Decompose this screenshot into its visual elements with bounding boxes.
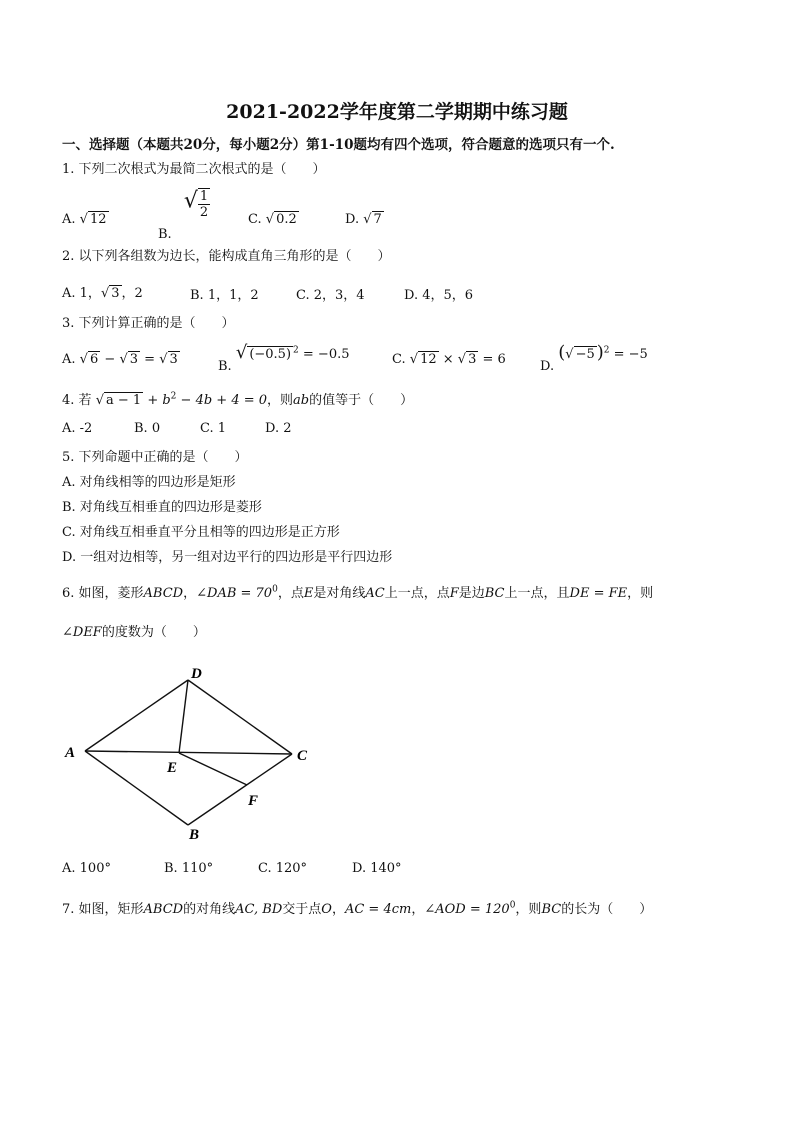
q6-math-5: F bbox=[449, 586, 459, 601]
diagonal-ac bbox=[85, 751, 292, 754]
q3-b-result: = −0.5 bbox=[302, 347, 350, 362]
q1-option-a-label: A. bbox=[62, 212, 76, 227]
q4-tail: 的值等于（ ） bbox=[309, 393, 414, 408]
vertex-label-a: A bbox=[65, 745, 76, 761]
q3-a-radicand-1: 6 bbox=[89, 352, 99, 367]
q3-option-b: B. √ (−0.5) $^2$ = −0.5 bbox=[218, 342, 350, 374]
q4-option-d: D. 2 bbox=[265, 421, 292, 436]
segment-ef bbox=[179, 753, 247, 785]
q2-option-d: D. 4，5，6 bbox=[404, 288, 474, 303]
q1-option-d bbox=[345, 212, 384, 227]
q4-equation-rest: − 4b + 4 = 0 bbox=[180, 393, 268, 408]
q4-option-c: C. 1 bbox=[200, 421, 227, 436]
segment-de bbox=[179, 680, 188, 753]
q4-option-b: B. 0 bbox=[134, 421, 161, 436]
rhombus-diagram bbox=[60, 662, 330, 847]
q3-d-exponent: 2 bbox=[603, 345, 610, 356]
q2-a-radicand: 3 bbox=[111, 286, 120, 301]
q3-option-a: A. √ 6 − √ 3 = √ 3 bbox=[62, 352, 178, 367]
q6-text-7: 上一点，且 bbox=[504, 586, 570, 601]
q7-text-2: 的对角线 bbox=[183, 902, 236, 917]
q1-d-radicand: 7 bbox=[373, 212, 382, 227]
q3-option-c: C. √ 12 × √ 3 = 6 bbox=[392, 352, 506, 367]
q3-d-label: D. bbox=[540, 359, 555, 374]
q7-math-2: AC, BD bbox=[235, 902, 283, 917]
q7-math-3: O bbox=[321, 902, 332, 917]
q6-text-6: 是边 bbox=[458, 586, 485, 601]
q6-option-b: B. 110° bbox=[164, 861, 214, 876]
q3-a-radicand-3: 3 bbox=[169, 352, 178, 367]
q3-a-radicand-2: 3 bbox=[129, 352, 139, 367]
q3-c-times: × bbox=[442, 352, 454, 367]
q6-stem-line-1 bbox=[62, 582, 653, 601]
q3-option-d: D. (√ −5 )$^2$ = −5 bbox=[540, 342, 648, 374]
q5-option-a: A. 对角线相等的四边形是矩形 bbox=[62, 475, 236, 490]
q6-text-9: 的度数为（ ） bbox=[101, 625, 206, 640]
q4-stem: 4. 若 √ $a - 1 + b^2 - 4b + 4 = 0$，则ab的值等于（ ） bbox=[62, 391, 414, 408]
section-heading: 一、选择题（本题共20分，每小题2分）第1-10题均有四个选项，符合题意的选项只有一个. bbox=[62, 137, 615, 153]
q1-option-b-label: B. bbox=[158, 226, 172, 242]
q7-degree-sup: 0 bbox=[509, 900, 516, 911]
q6-text-4: 是对角线 bbox=[313, 586, 366, 601]
q6-option-a: A. 100° bbox=[62, 861, 111, 876]
q4-exponent: 2 bbox=[170, 391, 177, 402]
q7-text-4: ， bbox=[331, 902, 345, 917]
q5-stem: 5. 下列命题中正确的是（ ） bbox=[62, 450, 248, 465]
q3-c-label: C. bbox=[392, 352, 406, 367]
q7-math-1: ABCD bbox=[143, 902, 184, 917]
q6-math-4: AC bbox=[365, 586, 385, 601]
q7-math-6: BC bbox=[541, 902, 562, 917]
q6-math-2: ∠DAB = 70 bbox=[196, 586, 273, 601]
q1-option-b-radical: √ $\frac{1}{2}$ bbox=[183, 188, 209, 220]
page-title: 2021-2022学年度第二学期期中练习题 bbox=[226, 101, 568, 123]
q6-text-8: ，则 bbox=[627, 586, 654, 601]
q6-math-7: DE = FE bbox=[569, 586, 628, 601]
q2-a-prefix: A. 1， bbox=[62, 286, 101, 301]
q5-option-b: B. 对角线互相垂直的四边形是菱形 bbox=[62, 500, 262, 515]
q7-math-5: ∠AOD = 120 bbox=[424, 902, 510, 917]
q3-d-result: = −5 bbox=[613, 347, 648, 362]
q7-text-7: 的长为（ ） bbox=[561, 902, 653, 917]
q1-option-a-radical: √ 12 bbox=[79, 212, 107, 227]
q6-math-6: BC bbox=[484, 586, 505, 601]
q7-math-4: AC = 4cm bbox=[344, 902, 412, 917]
q6-angle-def: ∠DEF bbox=[62, 625, 102, 640]
q4-prefix: 4. 若 bbox=[62, 393, 92, 408]
q1-option-a bbox=[62, 212, 109, 227]
q3-c-result: = 6 bbox=[482, 352, 506, 367]
q3-c-radicand-1: 12 bbox=[420, 352, 437, 367]
q7-text-5: ， bbox=[411, 902, 425, 917]
q6-option-c: C. 120° bbox=[258, 861, 308, 876]
q2-option-b: B. 1，1，2 bbox=[190, 288, 259, 303]
q1-a-radicand: 12 bbox=[89, 212, 107, 227]
q3-a-label: A. bbox=[62, 352, 76, 367]
q3-c-radicand-2: 3 bbox=[468, 352, 477, 367]
q1-option-d-radical: √ 7 bbox=[363, 212, 382, 227]
q4-b: + b bbox=[147, 393, 171, 408]
q6-degree-sup: 0 bbox=[272, 584, 278, 595]
vertex-label-d: D bbox=[191, 666, 202, 682]
edge-ad bbox=[85, 680, 188, 751]
q1-option-c-label: C. bbox=[248, 212, 262, 227]
q4-option-a: A. -2 bbox=[62, 421, 93, 436]
q3-a-minus: − bbox=[104, 352, 116, 367]
q2-option-c: C. 2，3，4 bbox=[296, 288, 365, 303]
q1-option-d-label: D. bbox=[345, 212, 360, 227]
q1-b-denominator: 2 bbox=[199, 205, 209, 220]
point-label-f: F bbox=[248, 793, 259, 809]
q2-option-a: A. 1，√ 3 ，2 bbox=[62, 286, 143, 301]
q3-stem: 3. 下列计算正确的是（ ） bbox=[62, 316, 235, 331]
q7-text-3: 交于点 bbox=[282, 902, 322, 917]
q5-option-c: C. 对角线互相垂直平分且相等的四边形是正方形 bbox=[62, 525, 340, 540]
q4-radicand: a − 1 bbox=[105, 393, 142, 408]
point-label-e: E bbox=[167, 760, 178, 776]
q3-a-equals: = bbox=[144, 352, 156, 367]
q7-stem bbox=[62, 898, 652, 917]
q6-text-3: ，点 bbox=[277, 586, 304, 601]
vertex-label-c: C bbox=[297, 748, 308, 764]
edge-dc bbox=[188, 680, 292, 754]
q6-text-2: ， bbox=[183, 586, 197, 601]
q1-option-c-radical: √ 0.2 bbox=[265, 212, 297, 227]
q1-option-b bbox=[158, 188, 210, 242]
q6-option-d: D. 140° bbox=[352, 861, 402, 876]
q6-text-1: 6. 如图，菱形 bbox=[62, 586, 144, 601]
q1-c-radicand: 0.2 bbox=[276, 212, 297, 227]
q3-b-label: B. bbox=[218, 359, 232, 374]
q6-stem-line-2 bbox=[62, 621, 206, 640]
q5-option-d: D. 一组对边相等，另一组对边平行的四边形是平行四边形 bbox=[62, 550, 393, 565]
q1-stem: 1. 下列二次根式为最简二次根式的是（ ） bbox=[62, 162, 326, 177]
q4-ab: ab bbox=[293, 393, 310, 408]
q4-then: ，则 bbox=[267, 393, 294, 408]
q6-text-5: 上一点，点 bbox=[384, 586, 450, 601]
q3-b-inner: (−0.5) bbox=[249, 347, 292, 362]
q6-math-3: E bbox=[303, 586, 314, 601]
q7-text-1: 7. 如图，矩形 bbox=[62, 902, 144, 917]
q2-stem: 2. 以下列各组数为边长，能构成直角三角形的是（ ） bbox=[62, 249, 391, 264]
q6-math-1: ABCD bbox=[143, 586, 184, 601]
q2-a-suffix: ，2 bbox=[121, 286, 143, 301]
vertex-label-b: B bbox=[189, 827, 200, 843]
q7-text-6: ，则 bbox=[515, 902, 542, 917]
q1-b-numerator: 1 bbox=[199, 189, 209, 204]
q1-option-c bbox=[248, 212, 299, 227]
q3-b-exponent: 2 bbox=[293, 345, 299, 356]
q3-d-inner: −5 bbox=[575, 347, 595, 362]
